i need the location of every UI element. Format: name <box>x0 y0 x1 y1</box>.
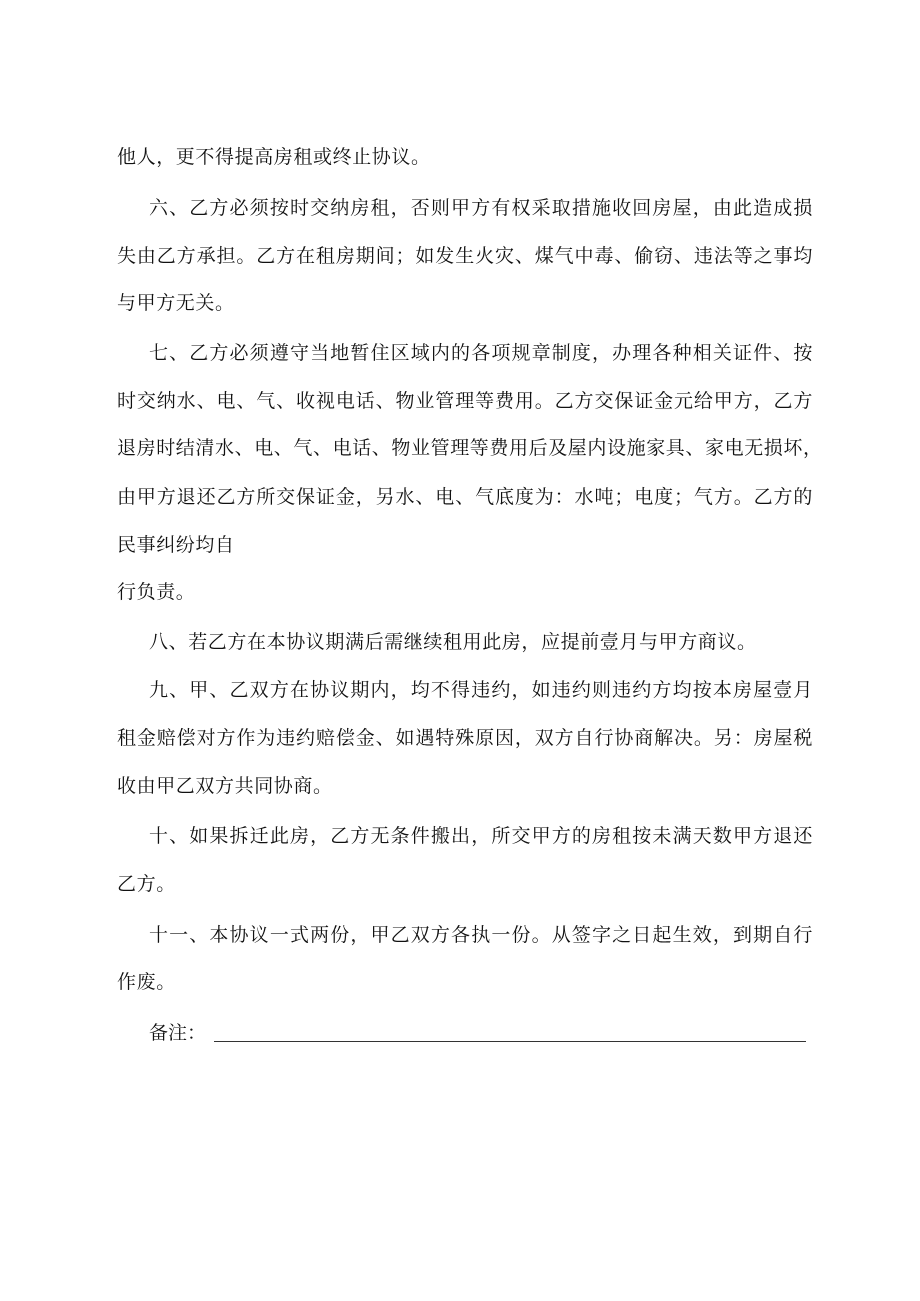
remark-label: 备注： <box>149 1022 207 1044</box>
clause-7-line-5: 民事纠纷均自 <box>117 534 235 556</box>
remark-blank-line <box>214 1041 806 1042</box>
clause-7-line-6: 行负责。 <box>117 581 196 603</box>
clause-6-line-1: 六、乙方必须按时交纳房租，否则甲方有权采取措施收回房屋，由此造成损 <box>149 197 813 219</box>
clause-9-line-1: 九、甲、乙双方在协议期内，均不得违约，如违约则违约方均按本房屋壹月 <box>149 679 813 701</box>
clause-7-line-1: 七、乙方必须遵守当地暂住区域内的各项规章制度，办理各种相关证件、按 <box>149 342 813 364</box>
clause-8-line-1: 八、若乙方在本协议期满后需继续租用此房，应提前壹月与甲方商议。 <box>149 631 757 653</box>
clause-11-line-2: 作废。 <box>117 971 176 993</box>
clause-7-line-3: 退房时结清水、电、气、电话、物业管理等费用后及屋内设施家具、家电无损坏， <box>117 437 823 459</box>
clause-6-line-3: 与甲方无关。 <box>117 292 235 314</box>
clause-6-line-2: 失由乙方承担。乙方在租房期间；如发生火灾、煤气中毒、偷窃、违法等之事均 <box>117 245 813 267</box>
clause-7-line-2: 时交纳水、电、气、收视电话、物业管理等费用。乙方交保证金元给甲方，乙方 <box>117 390 813 412</box>
clause-11-line-1: 十一、本协议一式两份，甲乙双方各执一份。从签字之日起生效，到期自行 <box>149 924 813 946</box>
clause-9-line-3: 收由甲乙双方共同协商。 <box>117 775 333 797</box>
clause-10-line-1: 十、如果拆迁此房，乙方无条件搬出，所交甲方的房租按未满天数甲方退还 <box>149 825 813 847</box>
clause-9-line-2: 租金赔偿对方作为违约赔偿金、如遇特殊原因，双方自行协商解决。另：房屋税 <box>117 727 813 749</box>
text-line-1: 他人，更不得提高房租或终止协议。 <box>117 146 431 168</box>
clause-10-line-2: 乙方。 <box>117 873 176 895</box>
clause-7-line-4: 由甲方退还乙方所交保证金，另水、电、气底度为：水吨；电度；气方。乙方的 <box>117 486 813 508</box>
